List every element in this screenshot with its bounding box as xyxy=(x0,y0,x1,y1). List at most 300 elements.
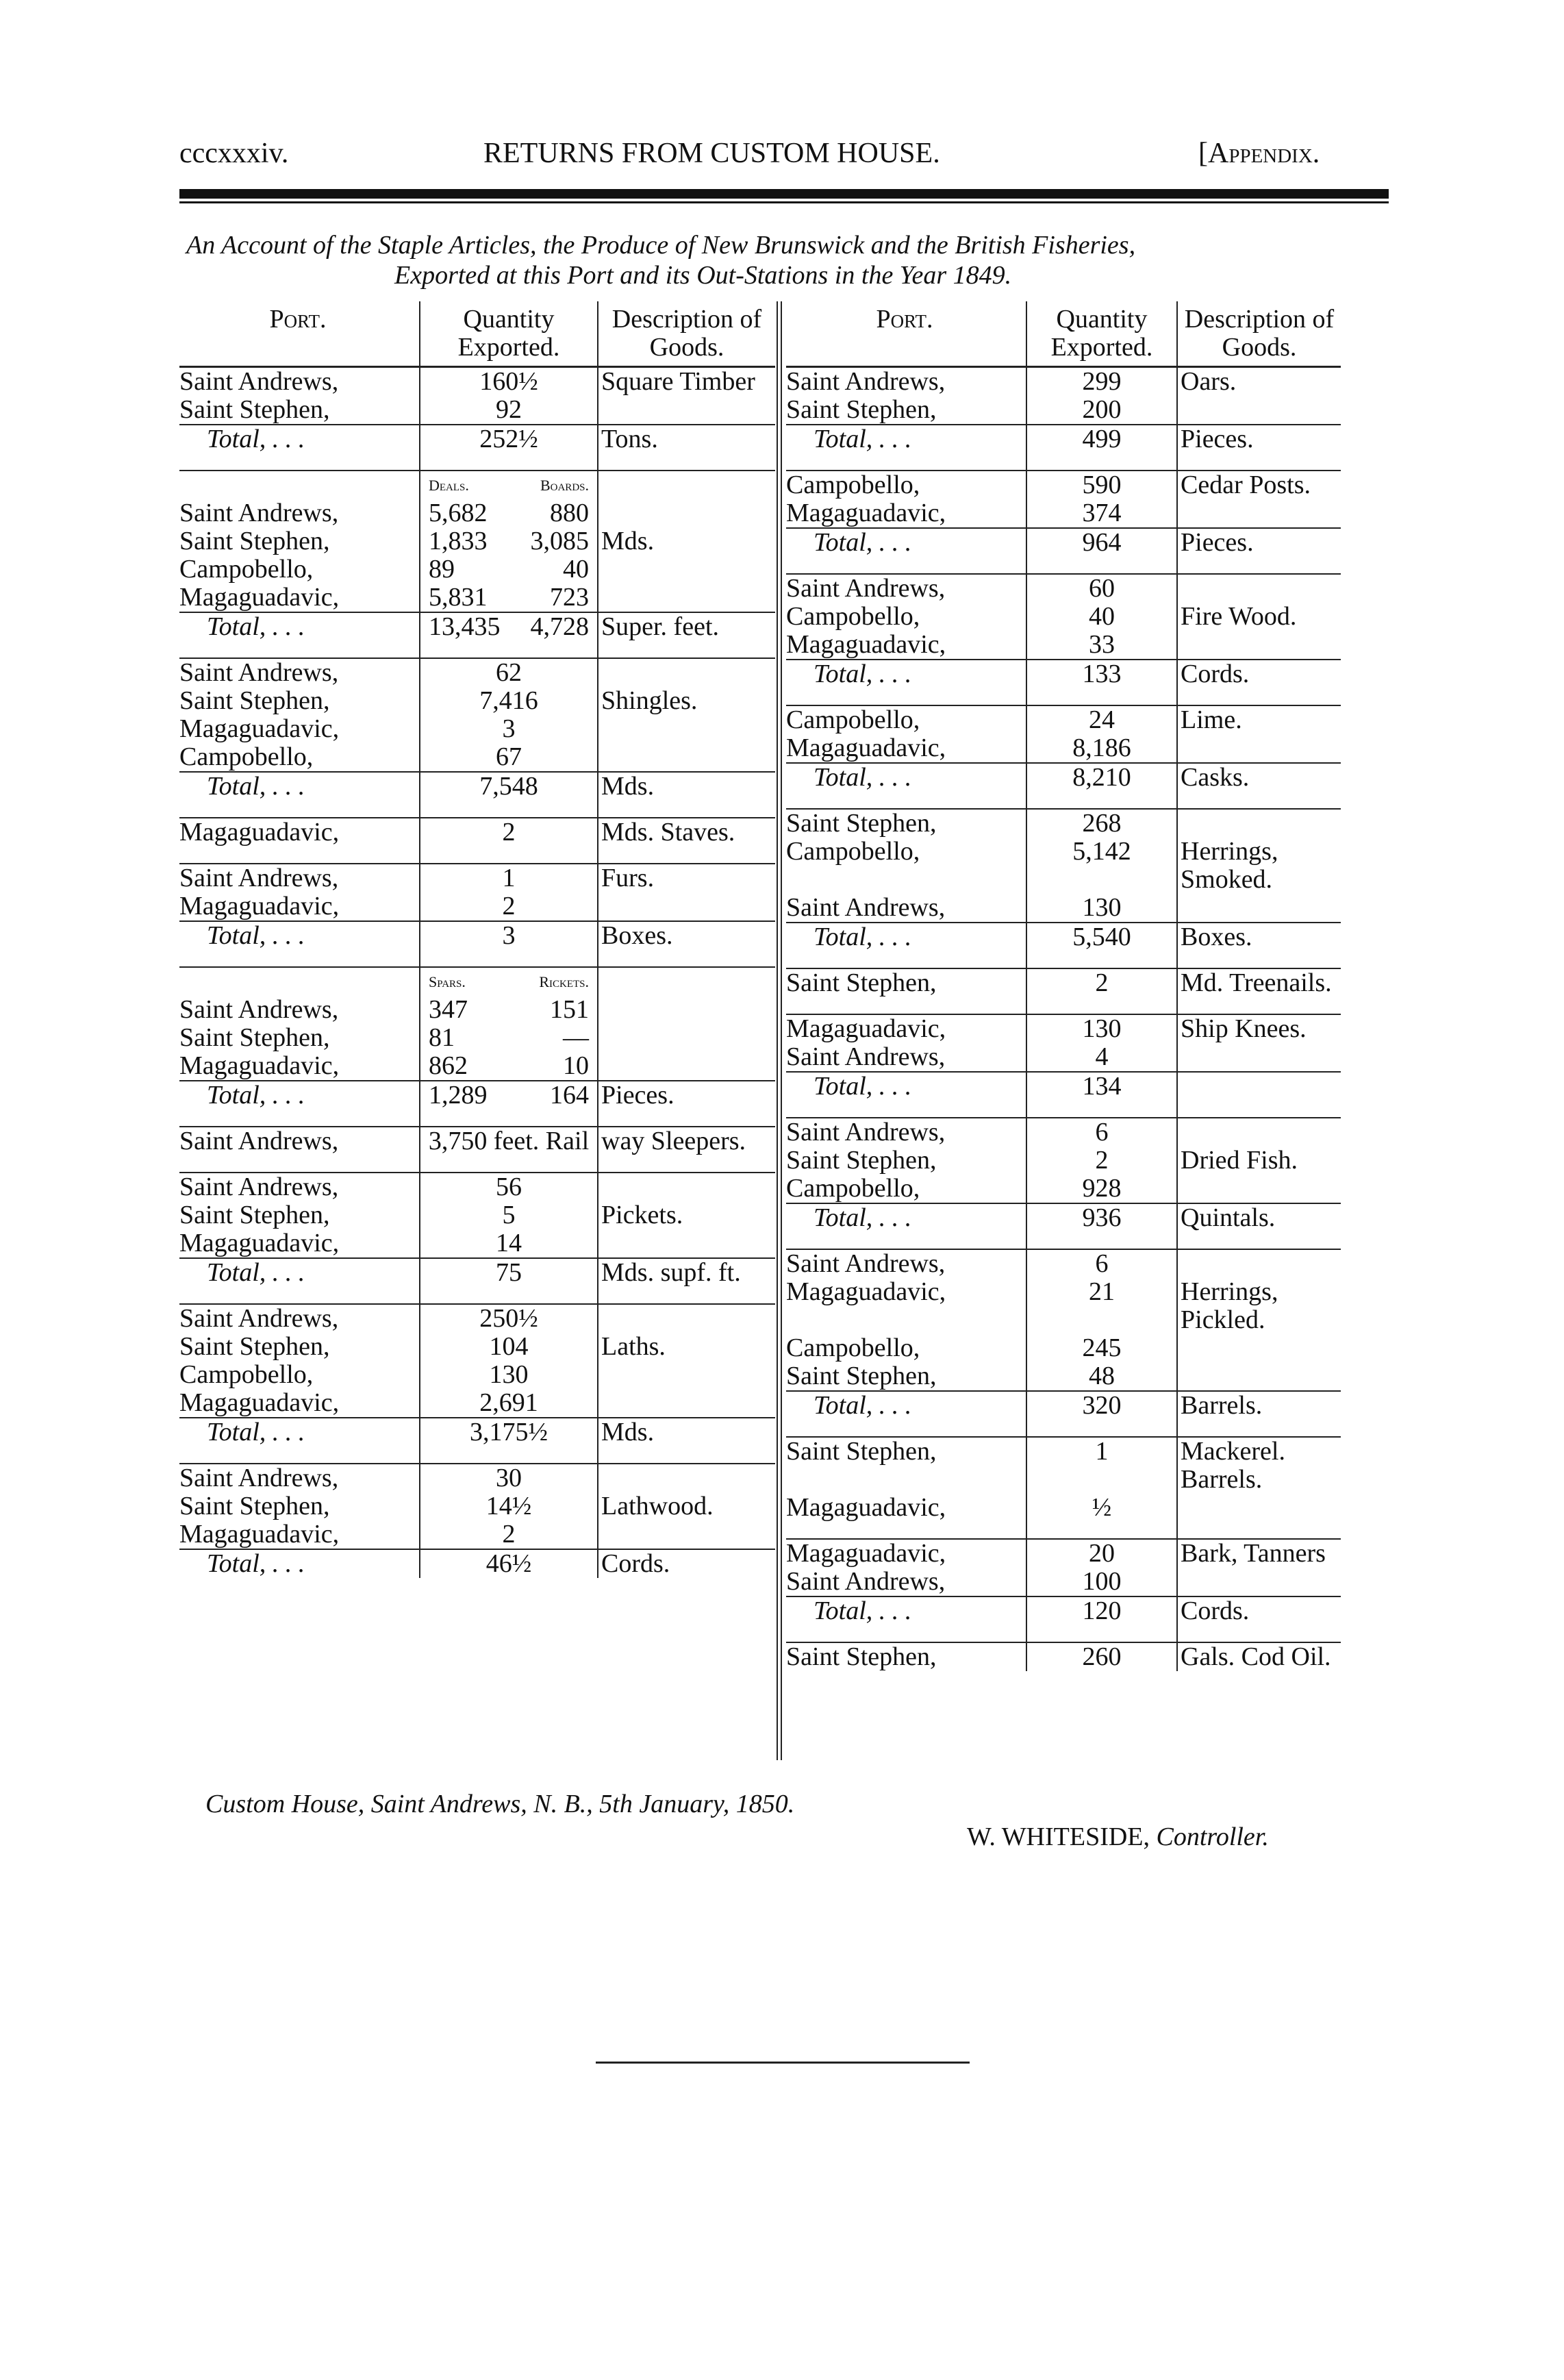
subheader-b: Rickets. xyxy=(539,973,589,990)
table-row xyxy=(786,734,1341,763)
quantity-cell: 21 xyxy=(1026,1278,1177,1334)
quantity-cell: 120 xyxy=(1026,1596,1177,1625)
port-cell: Saint Andrews, xyxy=(179,1173,339,1201)
table-row xyxy=(786,1175,1341,1203)
table-row xyxy=(179,1173,775,1201)
total-row xyxy=(179,612,775,641)
port-cell: Saint Stephen, xyxy=(179,527,330,555)
port-cell: Saint Stephen, xyxy=(786,809,937,838)
table-row xyxy=(786,574,1341,603)
port-cell: Magaguadavic, xyxy=(179,1051,340,1080)
port-cell: Saint Stephen, xyxy=(786,1437,937,1466)
table-row xyxy=(179,715,775,743)
quantity-cell: 964 xyxy=(1026,528,1177,557)
group-separator xyxy=(179,801,775,818)
subheader-a: Spars. xyxy=(429,973,466,990)
quantity-cell: 3 xyxy=(420,715,598,743)
description-cell: Mds. Staves. xyxy=(598,818,775,847)
description-cell xyxy=(1177,1362,1341,1391)
port-cell: Magaguadavic, xyxy=(786,1539,946,1568)
unit-cell: Casks. xyxy=(1177,763,1341,792)
description-cell: Pickets. xyxy=(598,1201,775,1229)
total-label: Total, . . . xyxy=(786,425,1026,453)
unit-cell: Pieces. xyxy=(598,1081,775,1110)
quantity-cell: 5,142 xyxy=(1026,838,1177,894)
table-row xyxy=(786,1494,1341,1522)
total-row xyxy=(786,528,1341,557)
table-row xyxy=(786,1437,1341,1494)
group-separator xyxy=(179,1287,775,1304)
quantity-a: 89 xyxy=(429,555,455,584)
running-title: RETURNS FROM CUSTOM HOUSE. xyxy=(483,138,940,169)
right-table xyxy=(786,301,1341,1671)
unit-cell: Boxes. xyxy=(1177,923,1341,951)
quantity-cell: 100 xyxy=(1026,1568,1177,1596)
quantity-cell xyxy=(420,555,598,584)
table-row xyxy=(179,1389,775,1418)
quantity-b: 40 xyxy=(563,555,589,584)
port-cell: Campobello, xyxy=(786,602,920,631)
port-cell: Saint Andrews, xyxy=(179,367,339,396)
quantity-cell: 7,548 xyxy=(420,772,598,801)
group-separator xyxy=(786,1522,1341,1539)
quantity-cell: 5,540 xyxy=(1026,923,1177,951)
port-cell: Saint Andrews, xyxy=(786,367,946,396)
total-row xyxy=(179,772,775,801)
total-row xyxy=(179,921,775,950)
quantity-cell: 24 xyxy=(1026,705,1177,734)
port-cell: Saint Stephen, xyxy=(179,1201,330,1229)
column-header-port: Port. xyxy=(179,301,420,367)
description-cell: Oars. xyxy=(1177,367,1341,397)
port-cell: Magaguadavic, xyxy=(786,1277,946,1306)
table-row xyxy=(786,1539,1341,1568)
port-cell: Magaguadavic, xyxy=(179,1229,340,1257)
quantity-cell: 67 xyxy=(420,743,598,772)
quantity-a: 1,833 xyxy=(429,527,488,555)
port-cell: Campobello, xyxy=(179,1360,314,1389)
description-cell xyxy=(598,1304,775,1333)
quantity-cell: 56 xyxy=(420,1173,598,1201)
total-label: Total, . . . xyxy=(786,660,1026,688)
table-row xyxy=(179,892,775,921)
port-cell: Campobello, xyxy=(179,742,314,771)
column-header-quantity: Quantity Exported. xyxy=(1026,301,1177,367)
port-cell: Campobello, xyxy=(786,837,920,866)
total-row xyxy=(786,923,1341,951)
description-cell xyxy=(598,555,775,584)
description-cell xyxy=(1177,1249,1341,1278)
port-cell: Saint Andrews, xyxy=(786,1249,946,1278)
signature-title: Controller. xyxy=(1156,1822,1269,1851)
total-label: Total, . . . xyxy=(786,1596,1026,1625)
description-cell xyxy=(1177,396,1341,425)
table-row xyxy=(786,471,1341,499)
description-cell xyxy=(598,996,775,1024)
quantity-cell: 160½ xyxy=(420,367,598,397)
table-title-line2: Exported at this Port and its Out-Stations in the Year 1849. xyxy=(394,261,1012,290)
total-label: Total, . . . xyxy=(179,425,420,453)
table-row xyxy=(786,1147,1341,1175)
quantity-cell: 200 xyxy=(1026,396,1177,425)
table-row xyxy=(179,743,775,772)
column-header-description: Description of Goods. xyxy=(598,301,775,367)
quantity-pair xyxy=(423,996,594,1024)
table-row xyxy=(179,1304,775,1333)
quantity-cell: 130 xyxy=(420,1361,598,1389)
quantity-cell xyxy=(420,1081,598,1110)
total-label: Total, . . . xyxy=(786,1203,1026,1232)
quantity-cell: 33 xyxy=(1026,631,1177,660)
table-row xyxy=(786,1334,1341,1362)
description-cell: Gals. Cod Oil. xyxy=(1177,1642,1341,1671)
table-row xyxy=(179,584,775,612)
table-row xyxy=(179,1052,775,1081)
total-label: Total, . . . xyxy=(786,528,1026,557)
quantity-cell: 14 xyxy=(420,1229,598,1258)
quantity-cell: 1 xyxy=(1026,1437,1177,1494)
subheader-cell xyxy=(420,967,598,996)
table-row xyxy=(179,658,775,687)
quantity-cell xyxy=(420,499,598,527)
total-row xyxy=(179,1418,775,1446)
unit-cell: Mds. supf. ft. xyxy=(598,1258,775,1287)
quantity-cell: 268 xyxy=(1026,809,1177,838)
quantity-cell: 8,210 xyxy=(1026,763,1177,792)
port-cell: Saint Stephen, xyxy=(179,1332,330,1361)
quantity-cell: 499 xyxy=(1026,425,1177,453)
port-cell: Saint Andrews, xyxy=(786,1042,946,1071)
description-cell: Fire Wood. xyxy=(1177,603,1341,631)
description-cell: Laths. xyxy=(598,1333,775,1361)
column-divider xyxy=(777,301,782,1760)
table-row xyxy=(179,527,775,555)
total-row xyxy=(179,1549,775,1578)
description-cell xyxy=(598,1361,775,1389)
table-row xyxy=(786,499,1341,528)
port-cell: Campobello, xyxy=(179,555,314,584)
port-cell: Saint Stephen, xyxy=(179,686,330,715)
table-row xyxy=(179,818,775,847)
table-row xyxy=(179,996,775,1024)
table-row xyxy=(786,1278,1341,1334)
port-cell: Saint Stephen, xyxy=(786,1146,937,1175)
quantity-pair xyxy=(423,555,594,584)
total-row xyxy=(179,425,775,453)
quantity-b: — xyxy=(563,1023,589,1052)
unit-cell: Barrels. xyxy=(1177,1391,1341,1420)
table-row xyxy=(179,864,775,892)
description-cell xyxy=(1177,631,1341,660)
description-cell xyxy=(1177,574,1341,603)
description-cell: Shingles. xyxy=(598,687,775,715)
table-row xyxy=(786,1362,1341,1391)
description-cell xyxy=(1177,809,1341,838)
port-cell: Saint Stephen, xyxy=(786,395,937,424)
quantity-b: 10 xyxy=(563,1051,589,1080)
description-cell xyxy=(1177,1043,1341,1072)
column-header-quantity: Quantity Exported. xyxy=(420,301,598,367)
group-separator xyxy=(179,641,775,658)
subheader-row xyxy=(179,967,775,996)
port-cell: Magaguadavic, xyxy=(179,818,340,847)
description-cell xyxy=(1177,1334,1341,1362)
quantity-cell xyxy=(420,996,598,1024)
port-cell: Saint Andrews, xyxy=(179,1127,339,1155)
description-cell xyxy=(598,1024,775,1052)
quantity-cell: 134 xyxy=(1026,1072,1177,1101)
description-cell xyxy=(1177,1568,1341,1596)
table-row xyxy=(786,1043,1341,1072)
quantity-cell: 2,691 xyxy=(420,1389,598,1418)
data-table xyxy=(179,301,775,1578)
quantity-pair xyxy=(423,1081,594,1110)
description-cell xyxy=(598,1520,775,1549)
group-separator xyxy=(786,688,1341,705)
description-cell xyxy=(598,715,775,743)
table-row xyxy=(786,968,1341,997)
quantity-cell: 6 xyxy=(1026,1249,1177,1278)
table-row xyxy=(179,1361,775,1389)
total-row xyxy=(179,1081,775,1110)
group-separator xyxy=(786,1101,1341,1118)
quantity-pair xyxy=(423,527,594,555)
port-cell: Saint Andrews, xyxy=(179,499,339,527)
total-row xyxy=(786,763,1341,792)
unit-cell: Cords. xyxy=(1177,660,1341,688)
description-cell xyxy=(598,499,775,527)
port-cell: Campobello, xyxy=(786,1333,920,1362)
quantity-cell: 2 xyxy=(420,892,598,921)
group-separator xyxy=(786,997,1341,1014)
description-cell xyxy=(598,892,775,921)
quantity-cell: 60 xyxy=(1026,574,1177,603)
header-rule-thin xyxy=(179,201,1389,203)
unit-cell: Boxes. xyxy=(598,921,775,950)
quantity-b: 164 xyxy=(550,1081,589,1110)
description-cell: Cedar Posts. xyxy=(1177,471,1341,499)
group-separator xyxy=(179,1155,775,1173)
table-row xyxy=(179,1520,775,1549)
quantity-b: 3,085 xyxy=(530,527,589,555)
place-date: Custom House, Saint Andrews, N. B., 5th January, 1850. xyxy=(205,1790,795,1818)
description-cell: Lime. xyxy=(1177,705,1341,734)
port-cell: Campobello, xyxy=(786,471,920,499)
subheader-cell xyxy=(420,471,598,499)
quantity-cell: 8,186 xyxy=(1026,734,1177,763)
quantity-a: 5,831 xyxy=(429,583,488,612)
quantity-cell: 40 xyxy=(1026,603,1177,631)
quantity-cell: 245 xyxy=(1026,1334,1177,1362)
table-row xyxy=(786,603,1341,631)
subheader-a: Deals. xyxy=(429,477,469,494)
quantity-b: 723 xyxy=(550,583,589,612)
table-row xyxy=(179,1333,775,1361)
table-row xyxy=(786,1118,1341,1147)
port-cell: Magaguadavic, xyxy=(786,734,946,762)
quantity-cell: 320 xyxy=(1026,1391,1177,1420)
table-row xyxy=(179,1492,775,1520)
port-cell: Saint Andrews, xyxy=(179,1464,339,1492)
quantity-cell xyxy=(420,584,598,612)
port-cell: Saint Stephen, xyxy=(179,1023,330,1052)
description-cell xyxy=(1177,1175,1341,1203)
quantity-a: 862 xyxy=(429,1051,468,1080)
total-row xyxy=(786,1072,1341,1101)
total-label: Total, . . . xyxy=(786,763,1026,792)
quantity-cell: 260 xyxy=(1026,1642,1177,1671)
subheader-b: Boards. xyxy=(540,477,589,494)
description-cell xyxy=(598,1464,775,1492)
description-cell xyxy=(598,658,775,687)
quantity-cell: 14½ xyxy=(420,1492,598,1520)
table-row xyxy=(786,396,1341,425)
column-header-row xyxy=(786,301,1341,367)
quantity-cell: 374 xyxy=(1026,499,1177,528)
bottom-rule xyxy=(596,2062,970,2064)
total-row xyxy=(786,1391,1341,1420)
group-separator xyxy=(786,951,1341,968)
port-cell: Magaguadavic, xyxy=(786,1493,946,1522)
quantity-cell: 46½ xyxy=(420,1549,598,1578)
quantity-pair xyxy=(423,499,594,527)
group-separator xyxy=(786,1232,1341,1249)
group-separator xyxy=(179,950,775,967)
group-separator xyxy=(786,1625,1341,1642)
table-row xyxy=(179,367,775,397)
total-label: Total, . . . xyxy=(179,1549,420,1578)
quantity-cell: 2 xyxy=(1026,968,1177,997)
table-title-line1: An Account of the Staple Articles, the Produce of New Brunswick and the British Fisheries, xyxy=(186,231,1136,260)
quantity-a: 347 xyxy=(429,995,468,1024)
table-row xyxy=(786,1014,1341,1043)
quantity-b: 4,728 xyxy=(530,612,589,641)
quantity-cell xyxy=(420,612,598,641)
column-header-row xyxy=(179,301,775,367)
unit-cell: Mds. xyxy=(598,772,775,801)
total-row xyxy=(786,1203,1341,1232)
data-table xyxy=(786,301,1341,1671)
column-header-description: Description of Goods. xyxy=(1177,301,1341,367)
total-row xyxy=(179,1258,775,1287)
description-cell xyxy=(598,743,775,772)
quantity-cell: 75 xyxy=(420,1258,598,1287)
table-row xyxy=(786,1642,1341,1671)
quantity-a: 1,289 xyxy=(429,1081,488,1110)
port-cell: Saint Stephen, xyxy=(786,1362,937,1390)
port-cell: Magaguadavic, xyxy=(786,630,946,659)
table-row xyxy=(179,555,775,584)
quantity-cell: 4 xyxy=(1026,1043,1177,1072)
unit-cell: Cords. xyxy=(598,1549,775,1578)
port-cell: Saint Stephen, xyxy=(786,1642,937,1671)
quantity-cell xyxy=(420,527,598,555)
port-cell: Saint Stephen, xyxy=(786,968,937,997)
port-cell: Saint Andrews, xyxy=(786,893,946,922)
quantity-cell: 7,416 xyxy=(420,687,598,715)
quantity-cell: 133 xyxy=(1026,660,1177,688)
port-cell: Saint Andrews, xyxy=(179,1304,339,1333)
description-cell xyxy=(598,396,775,425)
description-cell: way Sleepers. xyxy=(598,1127,775,1155)
port-cell: Campobello, xyxy=(786,1174,920,1203)
port-cell: Magaguadavic, xyxy=(786,1014,946,1043)
description-cell: Bark, Tanners xyxy=(1177,1539,1341,1568)
total-label: Total, . . . xyxy=(179,1418,420,1446)
description-cell: Square Timber xyxy=(598,367,775,397)
quantity-cell: 928 xyxy=(1026,1175,1177,1203)
table-row xyxy=(179,687,775,715)
total-label: Total, . . . xyxy=(786,1072,1026,1101)
quantity-cell: 3,750 feet. Rail xyxy=(420,1127,598,1155)
group-separator xyxy=(179,1110,775,1127)
quantity-cell: 130 xyxy=(1026,894,1177,923)
section-label: [Appendix. xyxy=(1198,138,1320,169)
quantity-cell: 92 xyxy=(420,396,598,425)
quantity-pair xyxy=(423,584,594,612)
description-cell xyxy=(1177,734,1341,763)
description-cell: Ship Knees. xyxy=(1177,1014,1341,1043)
port-cell: Saint Andrews, xyxy=(786,1567,946,1596)
header-rule xyxy=(179,189,1389,199)
quantity-cell: 130 xyxy=(1026,1014,1177,1043)
table-row xyxy=(786,367,1341,397)
unit-cell: Pieces. xyxy=(1177,425,1341,453)
table-row xyxy=(786,705,1341,734)
quantity-cell: 5 xyxy=(420,1201,598,1229)
unit-cell: Super. feet. xyxy=(598,612,775,641)
total-label: Total, . . . xyxy=(179,921,420,950)
quantity-cell: 2 xyxy=(420,818,598,847)
quantity-cell xyxy=(420,1052,598,1081)
group-separator xyxy=(786,557,1341,574)
unit-cell: Tons. xyxy=(598,425,775,453)
quantity-cell: 30 xyxy=(420,1464,598,1492)
description-cell: Herrings, Pickled. xyxy=(1177,1278,1341,1334)
quantity-cell: 1 xyxy=(420,864,598,892)
table-row xyxy=(179,1464,775,1492)
port-cell: Magaguadavic, xyxy=(786,499,946,527)
port-cell: Saint Stephen, xyxy=(179,395,330,424)
quantity-cell: 3,175½ xyxy=(420,1418,598,1446)
group-separator xyxy=(786,792,1341,809)
port-cell: Saint Andrews, xyxy=(179,864,339,892)
description-cell xyxy=(598,1229,775,1258)
quantity-cell: 590 xyxy=(1026,471,1177,499)
quantity-cell: 6 xyxy=(1026,1118,1177,1147)
table-row xyxy=(786,1249,1341,1278)
description-cell xyxy=(598,1173,775,1201)
description-cell xyxy=(598,1052,775,1081)
unit-cell: Pieces. xyxy=(1177,528,1341,557)
group-separator xyxy=(786,1420,1341,1437)
description-cell xyxy=(1177,894,1341,923)
quantity-a: 13,435 xyxy=(429,612,501,641)
total-row xyxy=(786,660,1341,688)
table-row xyxy=(179,1229,775,1258)
quantity-cell xyxy=(420,1024,598,1052)
table-row xyxy=(786,631,1341,660)
page-number: cccxxxiv. xyxy=(179,138,289,169)
quantity-cell: 250½ xyxy=(420,1304,598,1333)
unit-cell: Cords. xyxy=(1177,1596,1341,1625)
table-row xyxy=(786,838,1341,894)
table-row xyxy=(179,499,775,527)
port-cell: Saint Andrews, xyxy=(786,1118,946,1147)
subheader-row xyxy=(179,471,775,499)
port-cell: Magaguadavic, xyxy=(179,583,340,612)
total-label: Total, . . . xyxy=(786,923,1026,951)
